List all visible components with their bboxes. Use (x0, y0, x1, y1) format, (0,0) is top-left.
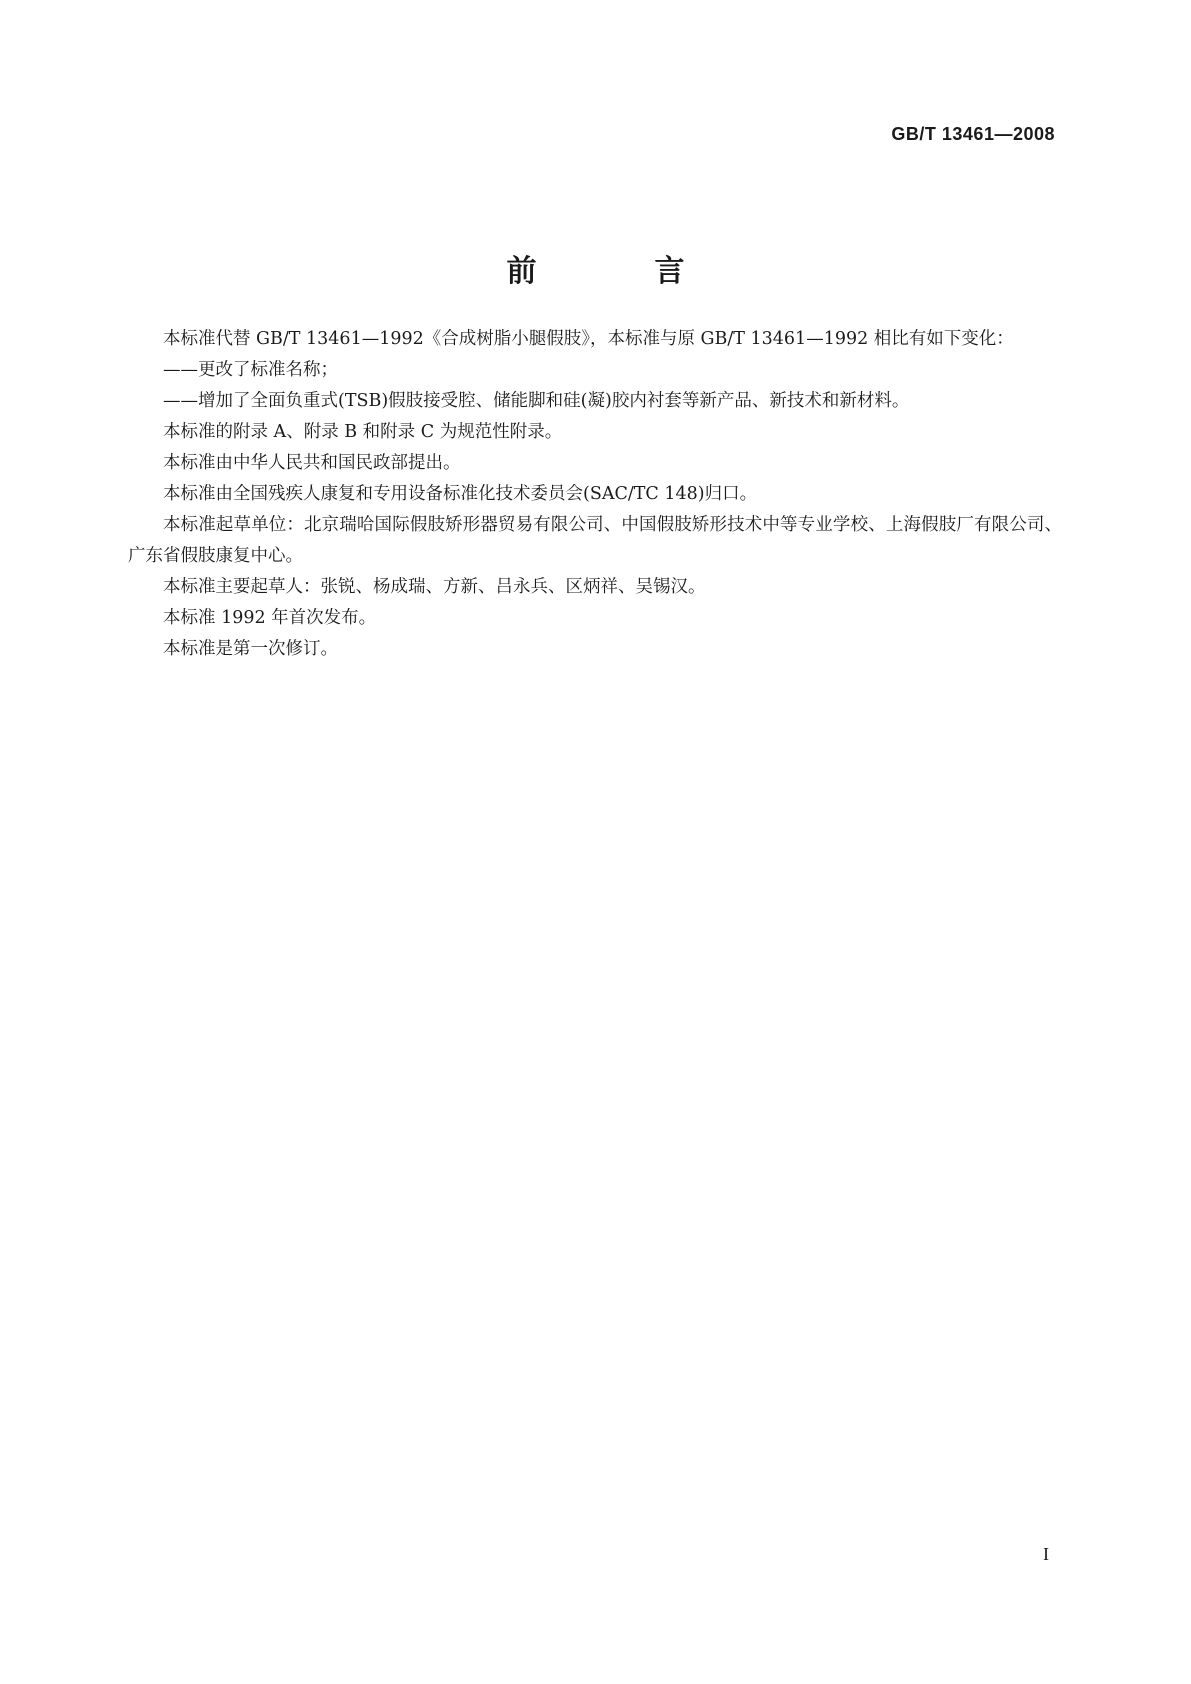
foreword-body (128, 324, 1062, 665)
paragraph-appendices: 本标准的附录 A、附录 B 和附录 C 为规范性附录。 (163, 422, 563, 442)
change-item-name: ——更改了标准名称； (163, 360, 338, 380)
paragraph-replacement-note: 本标准代替 GB/T 13461—1992《合成树脂小腿假肢》，本标准与原 GB/T 13461—1992 相比有如下变化： (163, 329, 1014, 349)
paragraph-revision: 本标准是第一次修订。 (163, 639, 338, 659)
paragraph-administration: 本标准由全国残疾人康复和专用设备标准化技术委员会(SAC/TC 148)归口。 (163, 484, 758, 504)
page-number: I (1043, 1544, 1049, 1564)
paragraph-first-release: 本标准 1992 年首次发布。 (163, 608, 377, 628)
standard-code: GB/T 13461—2008 (891, 124, 1055, 144)
change-item-new-products: ——增加了全面负重式(TSB)假肢接受腔、储能脚和硅(凝)胶内衬套等新产品、新技术和新材料。 (163, 391, 910, 411)
paragraph-drafting-units: 本标准起草单位：北京瑞哈国际假肢矫形器贸易有限公司、中国假肢矫形技术中等专业学校、上海假肢厂有限公司、广东省假肢康复中心。 (128, 515, 1062, 566)
paragraph-proposer: 本标准由中华人民共和国民政部提出。 (163, 453, 461, 473)
page-title: 前 言 (506, 254, 729, 290)
paragraph-drafters: 本标准主要起草人：张锐、杨成瑞、方新、吕永兵、区炳祥、吴锡汉。 (163, 577, 706, 597)
